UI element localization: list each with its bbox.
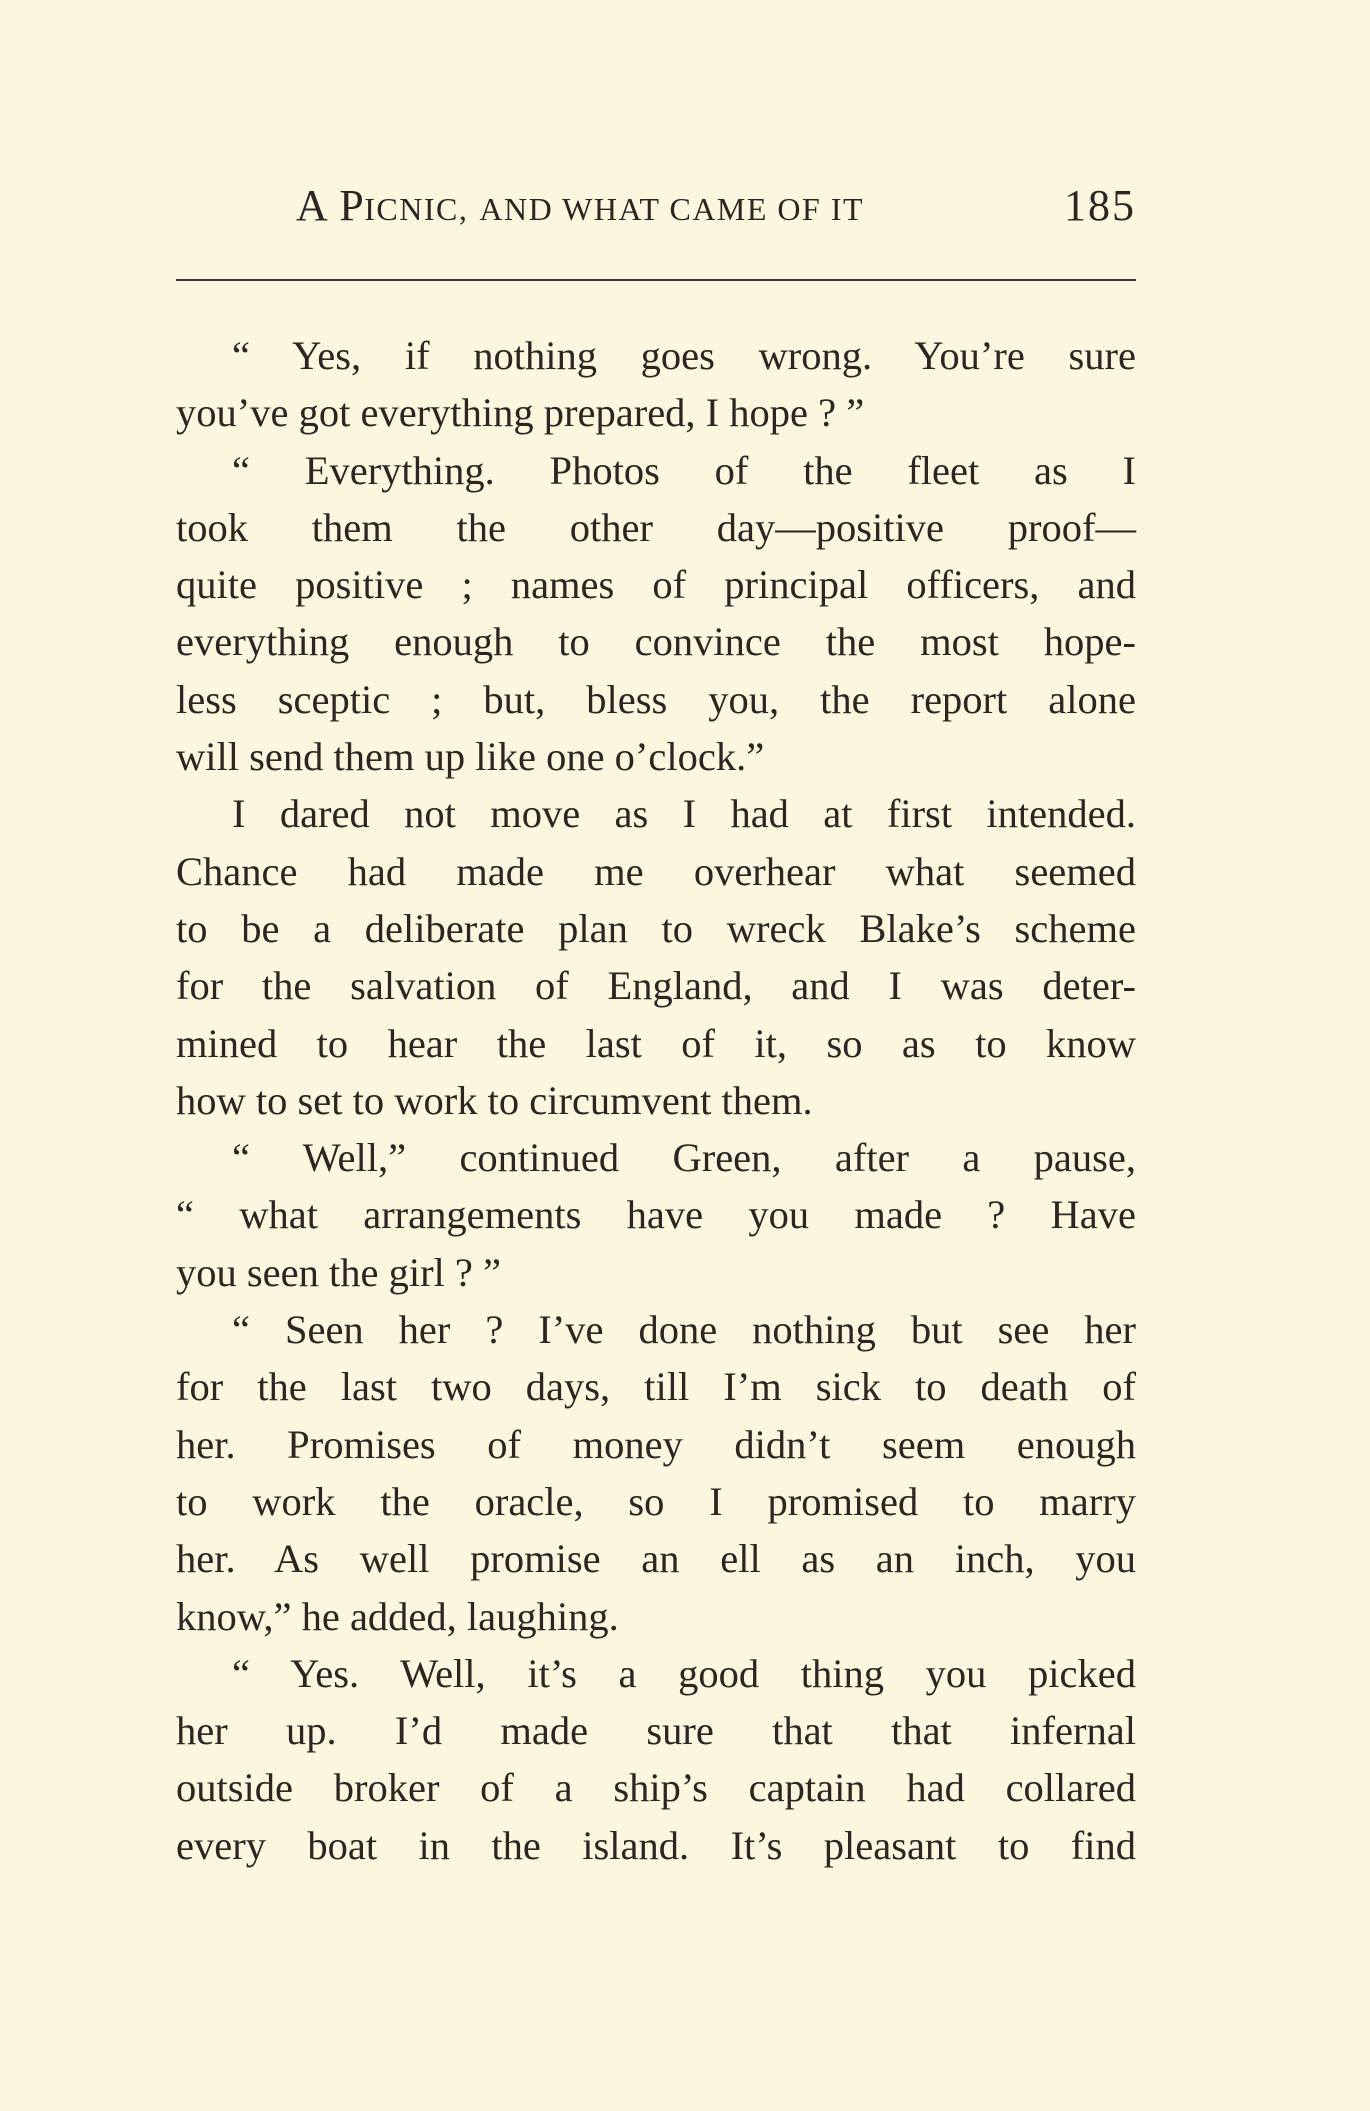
text-line: know,” he added, laughing.	[176, 1593, 619, 1639]
text-line: how to set to work to circumvent them.	[176, 1077, 813, 1123]
header-rule	[176, 279, 1136, 281]
text-line: quite positive ; names of principal officers, and	[176, 562, 1136, 608]
text-line: to be a deliberate plan to wreck Blake’s scheme	[176, 905, 1136, 951]
text-line: “ Everything. Photos of the fleet as I	[232, 447, 1136, 493]
title-icnic: ICNIC,	[364, 191, 469, 227]
text-line: you’ve got everything prepared, I hope ? ”	[176, 390, 865, 436]
running-title	[296, 178, 864, 237]
text-line: Chance had made me overhear what seemed	[176, 848, 1136, 894]
body-text	[176, 327, 1136, 1874]
title-rest: AND WHAT CAME OF IT	[479, 191, 865, 227]
title-p: P	[339, 181, 365, 230]
page-number: 185	[1064, 181, 1136, 230]
text-line: “ Well,” continued Green, after a pause,	[232, 1135, 1136, 1181]
text-line: “ what arrangements have you made ? Have	[176, 1192, 1136, 1238]
text-line: “ Yes, if nothing goes wrong. You’re sure	[232, 333, 1136, 378]
text-line: you seen the girl ? ”	[176, 1249, 502, 1295]
title-first-letter: A	[296, 181, 329, 230]
running-head	[176, 178, 1136, 234]
text-line: for the salvation of England, and I was deter-	[176, 963, 1136, 1009]
text-line: her. As well promise an ell as an inch, you	[176, 1536, 1136, 1582]
text-line: “ Seen her ? I’ve done nothing but see her	[232, 1307, 1136, 1353]
text-line: will send them up like one o’clock.”	[176, 734, 765, 780]
text-line: for the last two days, till I’m sick to death of	[176, 1364, 1136, 1410]
text-line: took them the other day—positive proof—	[176, 504, 1136, 550]
text-line: every boat in the island. It’s pleasant to find	[176, 1822, 1136, 1868]
text-line: I dared not move as I had at first intended.	[232, 791, 1136, 837]
text-line: less sceptic ; but, bless you, the report alone	[176, 676, 1136, 722]
text-line: outside broker of a ship’s captain had collared	[176, 1765, 1136, 1811]
text-line: everything enough to convince the most hope-	[176, 619, 1136, 665]
text-line: to work the oracle, so I promised to marry	[176, 1478, 1136, 1524]
text-line: her up. I’d made sure that that infernal	[176, 1708, 1136, 1754]
text-line: her. Promises of money didn’t seem enough	[176, 1421, 1136, 1467]
text-line: “ Yes. Well, it’s a good thing you picked	[232, 1650, 1136, 1696]
text-line: mined to hear the last of it, so as to know	[176, 1020, 1136, 1066]
